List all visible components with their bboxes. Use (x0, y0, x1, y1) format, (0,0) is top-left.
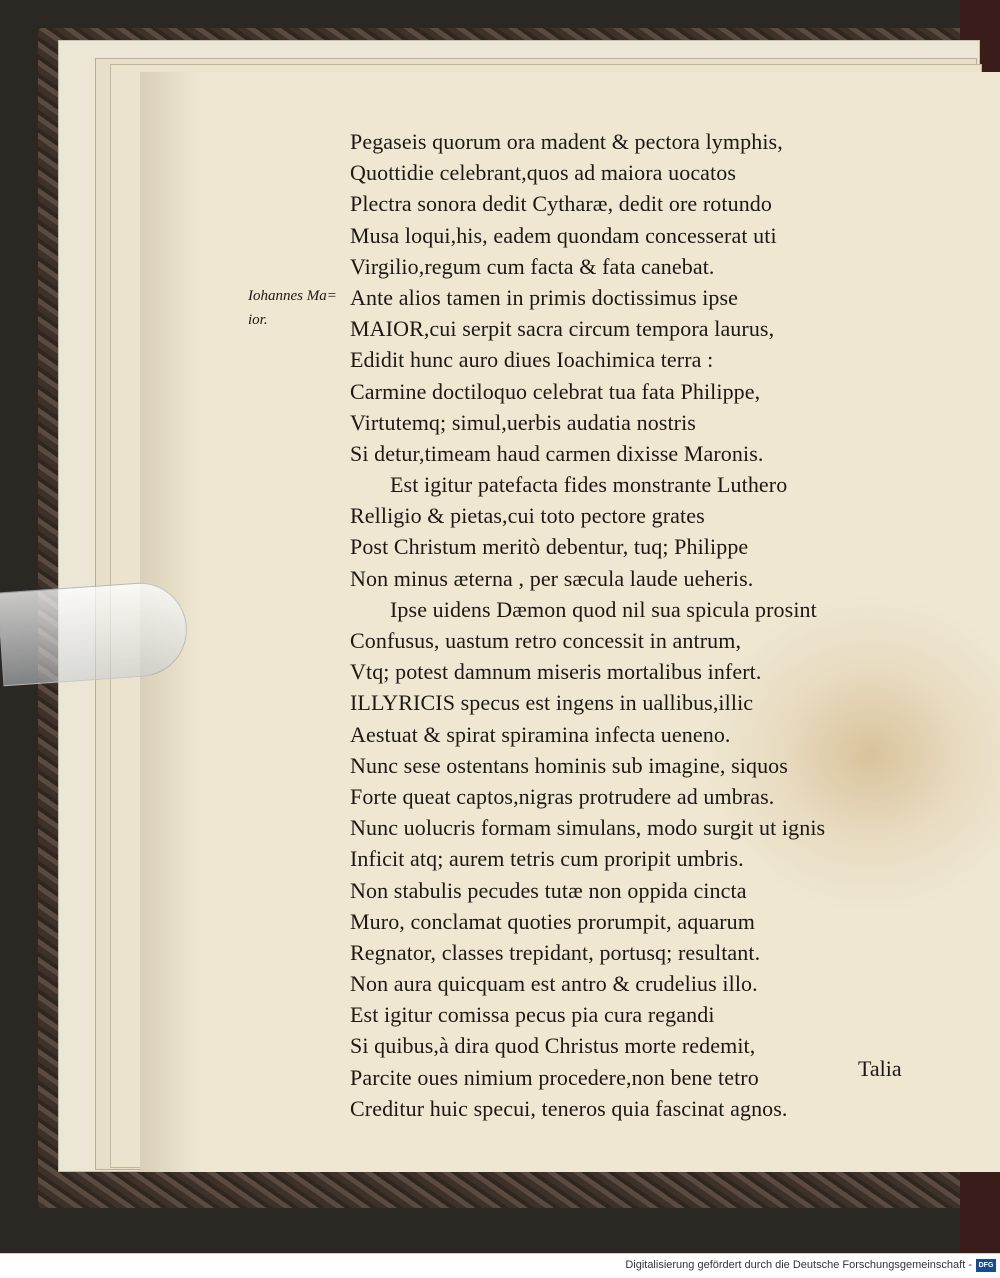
verse-line: Si quibus,à dira quod Christus morte redemit, (350, 1033, 756, 1059)
verse-line: Carmine doctiloquo celebrat tua fata Philippe, (350, 378, 761, 404)
verse-line: Edidit hunc auro diues Ioachimica terra : (350, 347, 714, 373)
glass-page-clip (0, 580, 190, 687)
margin-note-line: Iohannes Ma= (248, 288, 337, 304)
verse-line: ILLYRICIS specus est ingens in uallibus,illic (350, 690, 754, 716)
verse-line: Nunc uolucris formam simulans, modo surgit ut ignis (350, 815, 826, 841)
verse-line: Nunc sese ostentans hominis sub imagine, siquos (350, 752, 788, 778)
footer-credit: Digitalisierung gefördert durch die Deutsche Forschungsgemeinschaft - (625, 1259, 972, 1271)
verse-line: Virtutemq; simul,uerbis audatia nostris (350, 409, 696, 435)
verse-line: Inficit atq; aurem tetris cum proripit umbris. (350, 846, 744, 872)
verse-line: Virgilio,regum cum facta & fata canebat. (350, 253, 715, 279)
footer-bar (0, 1253, 1000, 1278)
dfg-logo-icon: DFG (976, 1259, 996, 1272)
verse-line: Non stabulis pecudes tutæ non oppida cincta (350, 877, 747, 903)
verse-line: Post Christum meritò debentur, tuq; Philippe (350, 534, 749, 560)
verse-line: Forte queat captos,nigras protrudere ad umbras. (350, 783, 775, 809)
verse-line: Muro, conclamat quoties prorumpit, aquarum (350, 908, 755, 934)
verse-line: Non minus æterna , per sæcula laude ueheris. (350, 565, 754, 591)
catchword: Talia (858, 1056, 902, 1081)
verse-line: Plectra sonora dedit Cytharæ, dedit ore rotundo (350, 191, 772, 217)
verse-line: Pegaseis quorum ora madent & pectora lymphis, (350, 129, 783, 154)
verse-line: Quottidie celebrant,quos ad maiora uocatos (350, 160, 737, 186)
verse-line: Si detur,timeam haud carmen dixisse Maronis. (350, 440, 764, 466)
verse-line: Non aura quicquam est antro & crudelius illo. (350, 971, 758, 997)
verse-line: MAIOR,cui serpit sacra circum tempora laurus, (350, 316, 775, 342)
margin-note (248, 284, 337, 332)
margin-note-line: ior. (248, 312, 268, 328)
verse-line: Ipse uidens Dæmon quod nil sua spicula prosint (390, 596, 817, 622)
verse-line: Regnator, classes trepidant, portusq; resultant. (350, 939, 761, 965)
verse-line: Est igitur comissa pecus pia cura regandi (350, 1002, 715, 1028)
verse-line: Est igitur patefacta fides monstrante Luthero (390, 472, 788, 498)
verse-line: Creditur huic specui, teneros quia fascinat agnos. (350, 1095, 788, 1121)
verse-line: Vtq; potest damnum miseris mortalibus infert. (350, 659, 762, 685)
verse-line: Confusus, uastum retro concessit in antrum, (350, 628, 742, 653)
verse-line: Musa loqui,his, eadem quondam concesserat uti (350, 222, 777, 248)
verse-line: Relligio & pietas,cui toto pectore grates (350, 503, 705, 529)
verse-block (350, 126, 910, 1124)
verse-line: Ante alios tamen in primis doctissimus ipse (350, 284, 739, 310)
verse-line: Aestuat & spirat spiramina infecta ueneno. (350, 721, 731, 747)
verse-line: Parcite oues nimium procedere,non bene tetro (350, 1064, 759, 1090)
